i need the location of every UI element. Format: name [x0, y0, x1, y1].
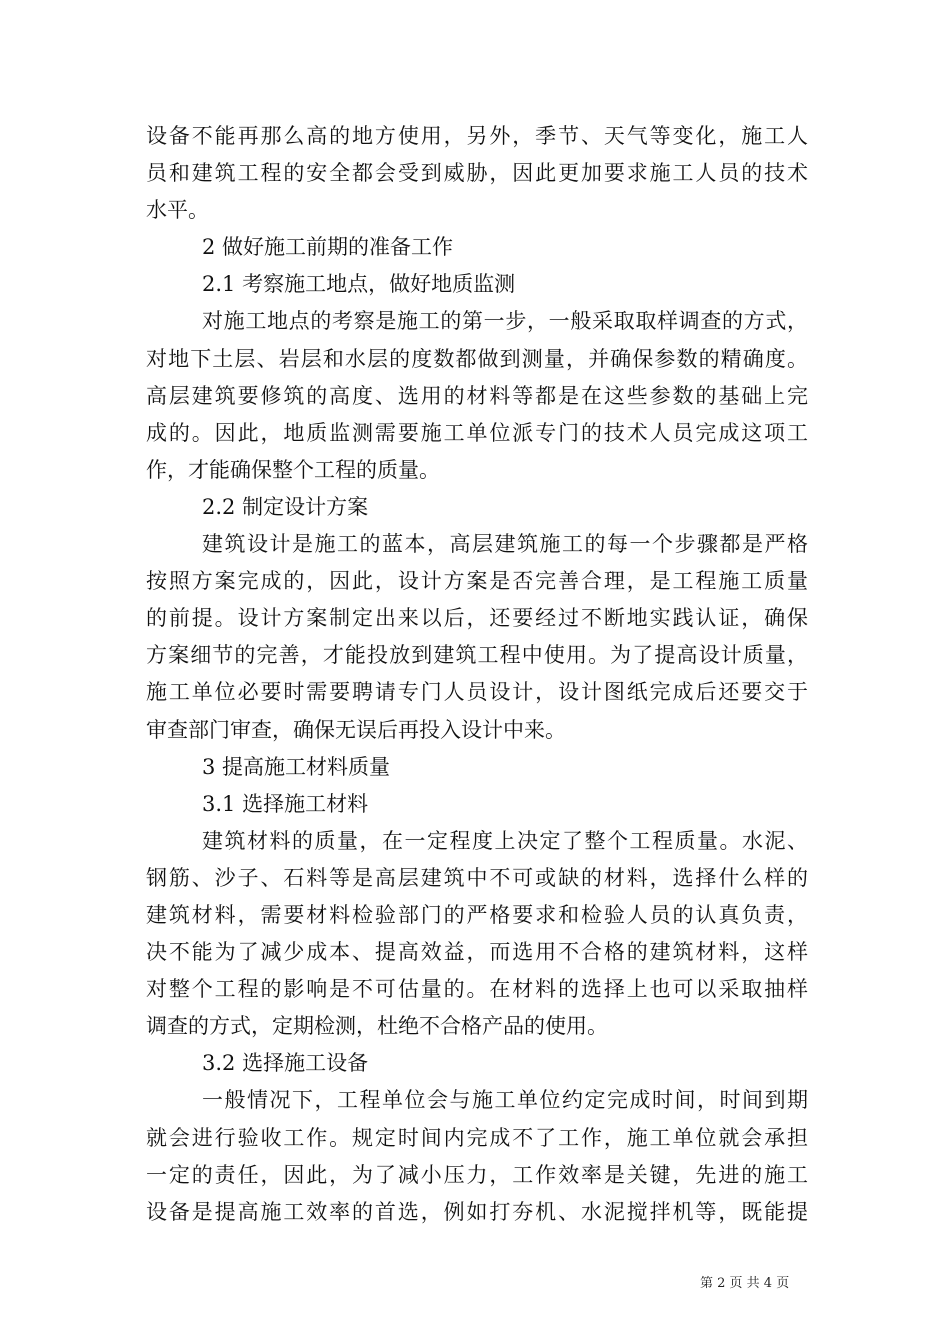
text-line: 建筑材料，需要材料检验部门的严格要求和检验人员的认真负责， — [146, 902, 808, 927]
text-line: 设备是提高施工效率的首选，例如打夯机、水泥搅拌机等，既能提 — [146, 1199, 808, 1224]
text-line: 钢筋、沙子、石料等是高层建筑中不可或缺的材料，选择什么样的 — [146, 865, 808, 890]
text-line: 一般情况下，工程单位会与施工单位约定完成时间，时间到期 — [202, 1088, 808, 1113]
text-line: 一定的责任，因此，为了减小压力，工作效率是关键，先进的施工 — [146, 1162, 808, 1187]
text-line: 2.2 制定设计方案 — [202, 494, 369, 519]
text-line: 高层建筑要修筑的高度、选用的材料等都是在这些参数的基础上完 — [146, 383, 808, 408]
text-line: 对地下土层、岩层和水层的度数都做到测量，并确保参数的精确度。 — [146, 346, 808, 371]
text-line: 2.1 考察施工地点，做好地质监测 — [202, 272, 516, 297]
text-line: 决不能为了减少成本、提高效益，而选用不合格的建筑材料，这样 — [146, 940, 808, 965]
page-number: 第 2 页 共 4 页 — [700, 1276, 790, 1291]
text-line: 的前提。设计方案制定出来以后，还要经过不断地实践认证，确保 — [146, 606, 808, 631]
text-line: 按照方案完成的，因此，设计方案是否完善合理，是工程施工质量 — [146, 569, 808, 594]
text-line: 建筑材料的质量，在一定程度上决定了整个工程质量。水泥、 — [202, 828, 808, 853]
text-line: 3 提高施工材料质量 — [202, 754, 391, 779]
text-line: 作，才能确保整个工程的质量。 — [146, 457, 440, 482]
text-line: 水平。 — [146, 198, 209, 223]
text-line: 对施工地点的考察是施工的第一步，一般采取取样调查的方式， — [202, 309, 808, 334]
text-line: 建筑设计是施工的蓝本，高层建筑施工的每一个步骤都是严格 — [202, 532, 808, 557]
text-line: 3.2 选择施工设备 — [202, 1051, 369, 1076]
text-line: 2 做好施工前期的准备工作 — [202, 235, 454, 260]
text-line: 调查的方式，定期检测，杜绝不合格产品的使用。 — [146, 1014, 608, 1039]
text-line: 员和建筑工程的安全都会受到威胁，因此更加要求施工人员的技术 — [146, 161, 808, 186]
text-line: 成的。因此，地质监测需要施工单位派专门的技术人员完成这项工 — [146, 420, 808, 445]
text-line: 审查部门审查，确保无误后再投入设计中来。 — [146, 717, 566, 742]
text-line: 就会进行验收工作。规定时间内完成不了工作，施工单位就会承担 — [146, 1125, 808, 1150]
text-line: 方案细节的完善，才能投放到建筑工程中使用。为了提高设计质量， — [146, 643, 808, 668]
text-line: 对整个工程的影响是不可估量的。在材料的选择上也可以采取抽样 — [146, 977, 808, 1002]
text-line: 设备不能再那么高的地方使用，另外，季节、天气等变化，施工人 — [146, 124, 808, 148]
document-body — [146, 118, 808, 1231]
text-line: 施工单位必要时需要聘请专门人员设计，设计图纸完成后还要交于 — [146, 680, 808, 705]
text-line: 3.1 选择施工材料 — [202, 791, 369, 816]
